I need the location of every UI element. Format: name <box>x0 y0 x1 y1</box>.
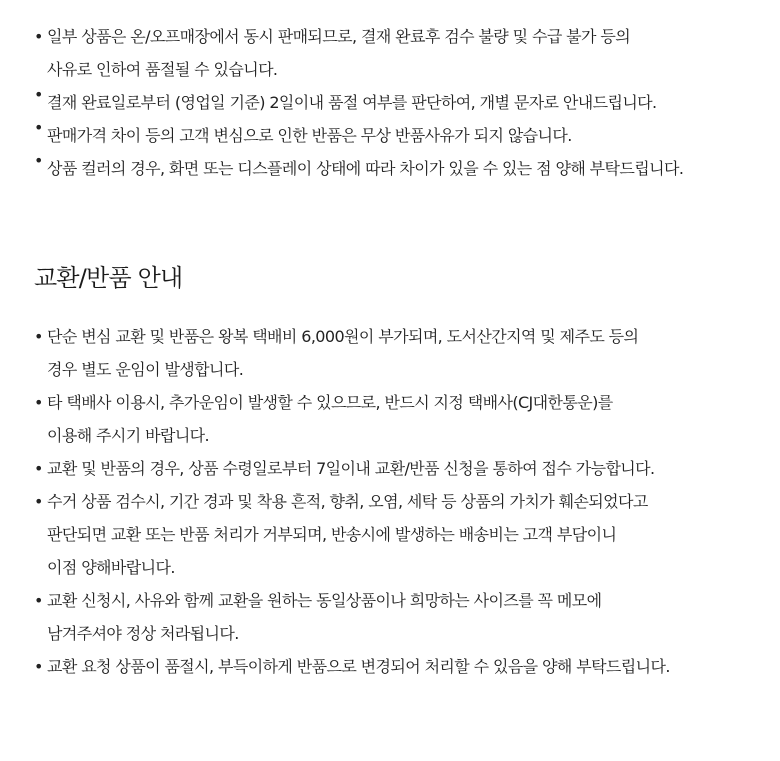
bullet-dot: • <box>34 492 43 511</box>
purchase-note-notice <box>0 86 780 119</box>
exchange-note-soldout <box>0 650 780 683</box>
bullet-dot: • <box>34 591 43 610</box>
bullet-dot: • <box>34 118 43 137</box>
purchase-note-soldout <box>0 20 780 86</box>
note-line: 수거 상품 검수시, 기간 경과 및 착용 흔적, 향취, 오염, 세탁 등 상품의 가치가 훼손되었다고 <box>47 492 648 511</box>
note-line: 단순 변심 교환 및 반품은 왕복 택배비 6,000원이 부가되며, 도서산간지역 및 제주도 등의 <box>47 327 639 346</box>
exchange-section-title: 교환/반품 안내 <box>34 264 183 292</box>
exchange-note-memo <box>0 584 780 650</box>
purchase-notes-list <box>0 20 780 185</box>
note-line: 타 택배사 이용시, 추가운임이 발생할 수 있으므로, 반드시 지정 택배사(CJ대한통운)를 <box>47 393 613 412</box>
note-line: 교환 신청시, 사유와 함께 교환을 원하는 동일상품이나 희망하는 사이즈를 꼭 메모에 <box>47 591 602 610</box>
note-line: 상품 컬러의 경우, 화면 또는 디스플레이 상태에 따라 차이가 있을 수 있는 점 양해 부탁드립니다. <box>47 159 684 178</box>
bullet-dot: • <box>34 657 43 676</box>
purchase-note-color <box>0 152 780 185</box>
note-line: 결재 완료일로부터 (영업일 기준) 2일이내 품절 여부를 판단하여, 개별 문자로 안내드립니다. <box>47 93 657 112</box>
bullet-dot: • <box>34 327 43 346</box>
exchange-note-period <box>0 452 780 485</box>
bullet-dot: • <box>34 151 43 170</box>
bullet-dot: • <box>34 459 43 478</box>
exchange-note-shipping-fee <box>0 320 780 386</box>
note-line: 판단되면 교환 또는 반품 처리가 거부되며, 반송시에 발생하는 배송비는 고객 부담이니 <box>47 525 617 544</box>
bullet-dot: • <box>34 85 43 104</box>
note-line: 판매가격 차이 등의 고객 변심으로 인한 반품은 무상 반품사유가 되지 않습니다. <box>47 126 572 145</box>
note-line: 교환 및 반품의 경우, 상품 수령일로부터 7일이내 교환/반품 신청을 통하여 접수 가능합니다. <box>47 459 655 478</box>
purchase-note-price-diff <box>0 119 780 152</box>
note-line: 경우 별도 운임이 발생합니다. <box>47 360 244 379</box>
note-line: 교환 요청 상품이 품절시, 부득이하게 반품으로 변경되어 처리할 수 있음을 양해 부탁드립니다. <box>47 657 670 676</box>
exchange-note-courier <box>0 386 780 452</box>
bullet-dot: • <box>34 393 43 412</box>
note-line: 이점 양해바랍니다. <box>47 558 175 577</box>
note-line: 사유로 인하여 품절될 수 있습니다. <box>47 60 278 79</box>
exchange-note-inspection <box>0 485 780 584</box>
exchange-notes-list <box>0 320 780 683</box>
bullet-dot: • <box>34 27 43 46</box>
note-line: 일부 상품은 온/오프매장에서 동시 판매되므로, 결재 완료후 검수 불량 및 수급 불가 등의 <box>47 27 631 46</box>
note-line: 남겨주셔야 정상 처라됩니다. <box>47 624 239 643</box>
note-line: 이용해 주시기 바랍니다. <box>47 426 210 445</box>
